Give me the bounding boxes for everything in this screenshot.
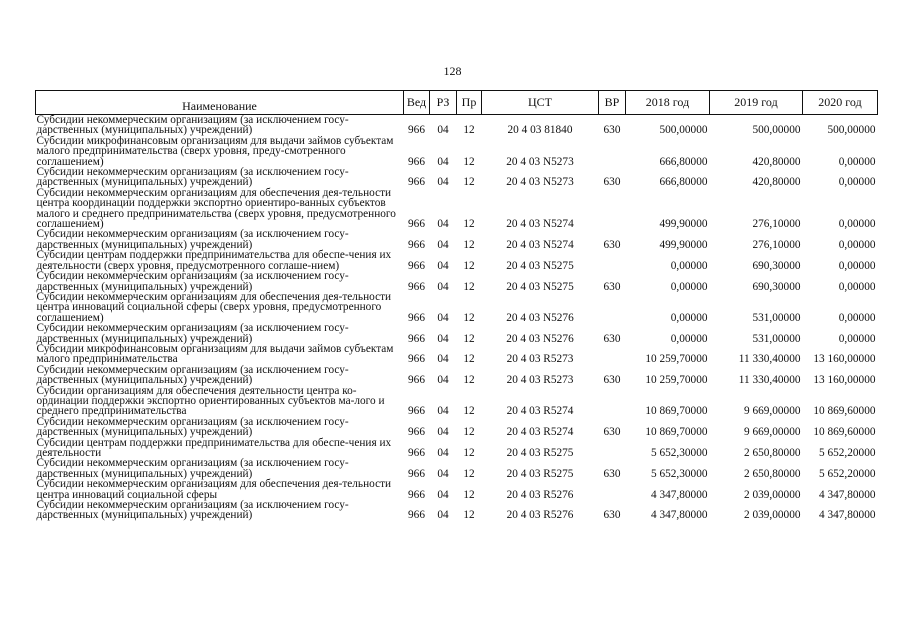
cell-name: Субсидии некоммерческим организациям для обеспечения дея-тельности центра инноваций социальной сферы (сверх уровня, предусмотренного соглашением) [36,290,392,324]
cell-2020: 0,00000 [838,259,876,272]
cell-ved: 966 [408,374,425,387]
cell-2018: 10 869,70000 [645,426,708,439]
table-row [36,458,878,479]
budget-table [35,90,878,521]
cell-2020: 0,00000 [838,311,876,324]
cell-vr: 630 [603,509,621,522]
cell-ved: 966 [408,426,425,439]
cell-2020: 0,00000 [838,155,876,168]
cell-vr [599,188,626,230]
table-row [36,167,878,188]
cell-rz: 04 [437,238,449,251]
cell-2020: 10 869,60000 [813,405,876,418]
cell-ved: 966 [408,176,425,189]
cell-2020: 500,00000 [827,124,876,137]
cell-pr: 12 [463,353,475,366]
cell-2018: 10 259,70000 [645,374,708,387]
cell-ved: 966 [408,124,425,137]
cell-ved: 966 [408,467,425,480]
cell-name: Субсидии некоммерческим организациям (за исключением госу-дарственных (муниципальных) учреждений) [36,457,349,480]
cell-cst: 20 4 03 N5275 [506,259,574,272]
cell-pr: 12 [463,405,475,418]
cell-2018: 5 652,30000 [651,467,708,480]
cell-cst: 20 4 03 R5274 [506,426,574,439]
cell-2019: 420,80000 [752,155,801,168]
cell-ved: 966 [408,488,425,501]
header-rz: РЗ [430,91,457,115]
table-row [36,323,878,344]
cell-cst: 20 4 03 N5276 [506,332,574,345]
cell-rz: 04 [437,124,449,137]
cell-2018: 4 347,80000 [651,509,708,522]
cell-2020: 0,00000 [838,238,876,251]
cell-2019: 690,30000 [752,280,801,293]
cell-pr: 12 [463,488,475,501]
cell-name: Субсидии центрам поддержки предпринимательства для обеспе-чения их деятельности [36,436,392,459]
table-row [36,417,878,438]
cell-rz: 04 [437,405,449,418]
cell-pr: 12 [463,218,475,231]
cell-2020: 0,00000 [838,280,876,293]
cell-rz: 04 [437,353,449,366]
cell-cst: 20 4 03 R5274 [506,405,574,418]
table-row [36,250,878,271]
cell-cst: 20 4 03 R5275 [506,467,574,480]
cell-2020: 0,00000 [838,176,876,189]
cell-cst: 20 4 03 N5276 [506,311,574,324]
cell-cst: 20 4 03 N5273 [506,155,574,168]
cell-name: Субсидии некоммерческим организациям (за исключением госу-дарственных (муниципальных) учреждений) [36,363,349,387]
cell-name: Субсидии некоммерческим организациям (за исключением госу-дарственных (муниципальных) учреждений) [36,499,349,522]
header-ved: Вед [404,91,430,115]
header-2020: 2020 год [803,91,878,115]
cell-2019: 11 330,40000 [738,353,801,366]
cell-pr: 12 [463,374,475,387]
table-row [36,438,878,459]
cell-rz: 04 [437,509,449,522]
cell-pr: 12 [463,426,475,439]
cell-cst: 20 4 03 R5275 [506,447,574,459]
cell-name: Субсидии некоммерческим организациям (за исключением госу-дарственных (муниципальных) учреждений) [36,228,349,251]
cell-pr: 12 [463,155,475,168]
header-name: Наименование [36,91,404,115]
cell-2018: 4 347,80000 [651,488,708,501]
cell-cst: 20 4 03 81840 [507,124,573,137]
cell-pr: 12 [463,467,475,480]
cell-2018: 0,00000 [670,280,708,293]
cell-rz: 04 [437,467,449,480]
cell-2020: 4 347,80000 [819,509,876,522]
table-row [36,479,878,500]
page-number: 128 [443,64,462,78]
cell-ved: 966 [408,280,425,293]
cell-vr: 630 [603,332,621,345]
cell-pr: 12 [463,332,475,345]
table-row [36,136,878,167]
cell-ved: 966 [408,332,425,345]
cell-rz: 04 [437,176,449,189]
cell-2019: 11 330,40000 [738,374,801,387]
cell-rz: 04 [437,218,449,231]
cell-vr: 630 [603,176,621,189]
cell-rz: 04 [437,311,449,324]
table-row [36,386,878,417]
cell-pr: 12 [463,509,475,522]
cell-ved: 966 [408,218,425,231]
cell-ved: 966 [408,353,425,366]
cell-cst: 20 4 03 N5275 [506,280,574,293]
cell-pr: 12 [463,124,475,137]
cell-2018: 10 259,70000 [645,353,708,366]
cell-name: Субсидии некоммерческим организациям для обеспечения дея-тельности центра координации поддержки экспортно ориентиро-ванных субъектов малого и среднего предпринимательства (сверх уровня, предусмотренного соглашением) [36,186,396,231]
cell-cst: 20 4 03 N5274 [506,218,574,231]
cell-vr [599,479,626,500]
table-row [36,365,878,386]
cell-vr: 630 [603,238,621,251]
cell-vr [599,386,626,417]
header-cst: ЦСТ [482,91,599,115]
cell-2018: 10 869,70000 [645,405,708,418]
cell-2018: 666,80000 [659,155,708,168]
cell-2018: 0,00000 [670,332,708,345]
header-2019: 2019 год [710,91,803,115]
cell-name: Субсидии некоммерческим организациям (за исключением госу-дарственных (муниципальных) учреждений) [36,415,349,439]
cell-cst: 20 4 03 R5276 [506,488,574,501]
cell-pr: 12 [463,311,475,324]
cell-name: Субсидии некоммерческим организациям для обеспечения дея-тельности центра инноваций социальной сферы [36,478,392,501]
cell-rz: 04 [437,374,449,387]
table-row [36,115,878,136]
cell-pr: 12 [463,280,475,293]
cell-cst: 20 4 03 R5273 [506,353,574,366]
cell-rz: 04 [437,426,449,439]
table-row [36,188,878,230]
cell-name: Субсидии организациям для обеспечения деятельности центра ко-ординации поддержки экспортно ориентированных субъектов ма-лого и среднего предпринимательства [36,384,385,418]
cell-cst: 20 4 03 N5273 [506,176,574,189]
cell-2019: 531,00000 [752,311,801,324]
cell-vr: 630 [603,124,621,137]
table-row [36,229,878,250]
cell-ved: 966 [408,509,425,522]
cell-2020: 10 869,60000 [813,426,876,439]
cell-2018: 0,00000 [670,259,708,272]
table-row [36,344,878,365]
cell-vr: 630 [603,280,621,293]
cell-2019: 276,10000 [752,218,801,231]
cell-2020: 0,00000 [838,218,876,231]
cell-2019: 690,30000 [752,259,801,272]
cell-vr [599,344,626,365]
cell-2020: 5 652,20000 [819,467,876,480]
table-row [36,271,878,292]
cell-2019: 9 669,00000 [744,426,801,439]
cell-2020: 4 347,80000 [819,488,876,501]
cell-2019: 500,00000 [752,124,801,137]
cell-cst: 20 4 03 R5276 [506,509,574,522]
cell-2019: 531,00000 [752,332,801,345]
cell-name: Субсидии центрам поддержки предпринимательства для обеспе-чения их деятельности (сверх уровня, предусмотренного соглаше-нием) [36,249,392,272]
cell-vr: 630 [603,374,621,387]
cell-2020: 0,00000 [838,332,876,345]
table-body [36,115,878,521]
cell-vr [599,438,626,459]
cell-2018: 666,80000 [659,176,708,189]
cell-pr: 12 [463,176,475,189]
cell-2019: 2 650,80000 [744,467,801,480]
cell-ved: 966 [408,447,425,459]
cell-ved: 966 [408,238,425,251]
cell-pr: 12 [463,447,475,459]
cell-name: Субсидии микрофинансовым организациям для выдачи займов субъектам малого предпринимательства [36,342,394,366]
cell-rz: 04 [437,155,449,168]
cell-ved: 966 [408,155,425,168]
cell-vr [599,292,626,323]
cell-name: Субсидии некоммерческим организациям (за исключением госу-дарственных (муниципальных) учреждений) [36,322,349,345]
table-row [36,500,878,521]
cell-2019: 2 039,00000 [744,488,801,501]
cell-2020: 5 652,20000 [819,447,876,459]
cell-2018: 499,90000 [659,218,708,231]
cell-name: Субсидии некоммерческим организациям (за исключением госу-дарственных (муниципальных) учреждений) [36,166,349,189]
cell-ved: 966 [408,311,425,324]
cell-2018: 0,00000 [670,311,708,324]
cell-pr: 12 [463,238,475,251]
cell-vr [599,136,626,167]
cell-2019: 2 039,00000 [744,509,801,522]
cell-rz: 04 [437,332,449,345]
cell-cst: 20 4 03 R5273 [506,374,574,387]
cell-cst: 20 4 03 N5274 [506,238,574,251]
cell-2019: 9 669,00000 [744,405,801,418]
header-vr: ВР [599,91,626,115]
cell-ved: 966 [408,405,425,418]
cell-rz: 04 [437,488,449,501]
cell-vr: 630 [603,426,621,439]
cell-2020: 13 160,00000 [813,374,876,387]
cell-2018: 5 652,30000 [651,447,708,459]
cell-2019: 276,10000 [752,238,801,251]
cell-2018: 500,00000 [659,124,708,137]
cell-vr: 630 [603,467,621,480]
cell-2019: 420,80000 [752,176,801,189]
cell-2020: 13 160,00000 [813,353,876,366]
cell-rz: 04 [437,280,449,293]
cell-ved: 966 [408,259,425,272]
header-2018: 2018 год [626,91,710,115]
cell-2018: 499,90000 [659,238,708,251]
table-row [36,292,878,323]
cell-rz: 04 [437,259,449,272]
table-header [36,91,878,115]
cell-name: Субсидии микрофинансовым организациям для выдачи займов субъектам малого предпринимательства (сверх уровня, преду-смотренного соглашением) [36,134,394,168]
cell-rz: 04 [437,447,449,459]
cell-name: Субсидии некоммерческим организациям (за исключением госу-дарственных (муниципальных) учреждений) [36,270,349,293]
cell-2019: 2 650,80000 [744,447,801,459]
header-pr: Пр [457,91,482,115]
cell-vr [599,250,626,271]
cell-pr: 12 [463,259,475,272]
cell-name: Субсидии некоммерческим организациям (за исключением госу-дарственных (муниципальных) учреждений) [36,114,349,137]
